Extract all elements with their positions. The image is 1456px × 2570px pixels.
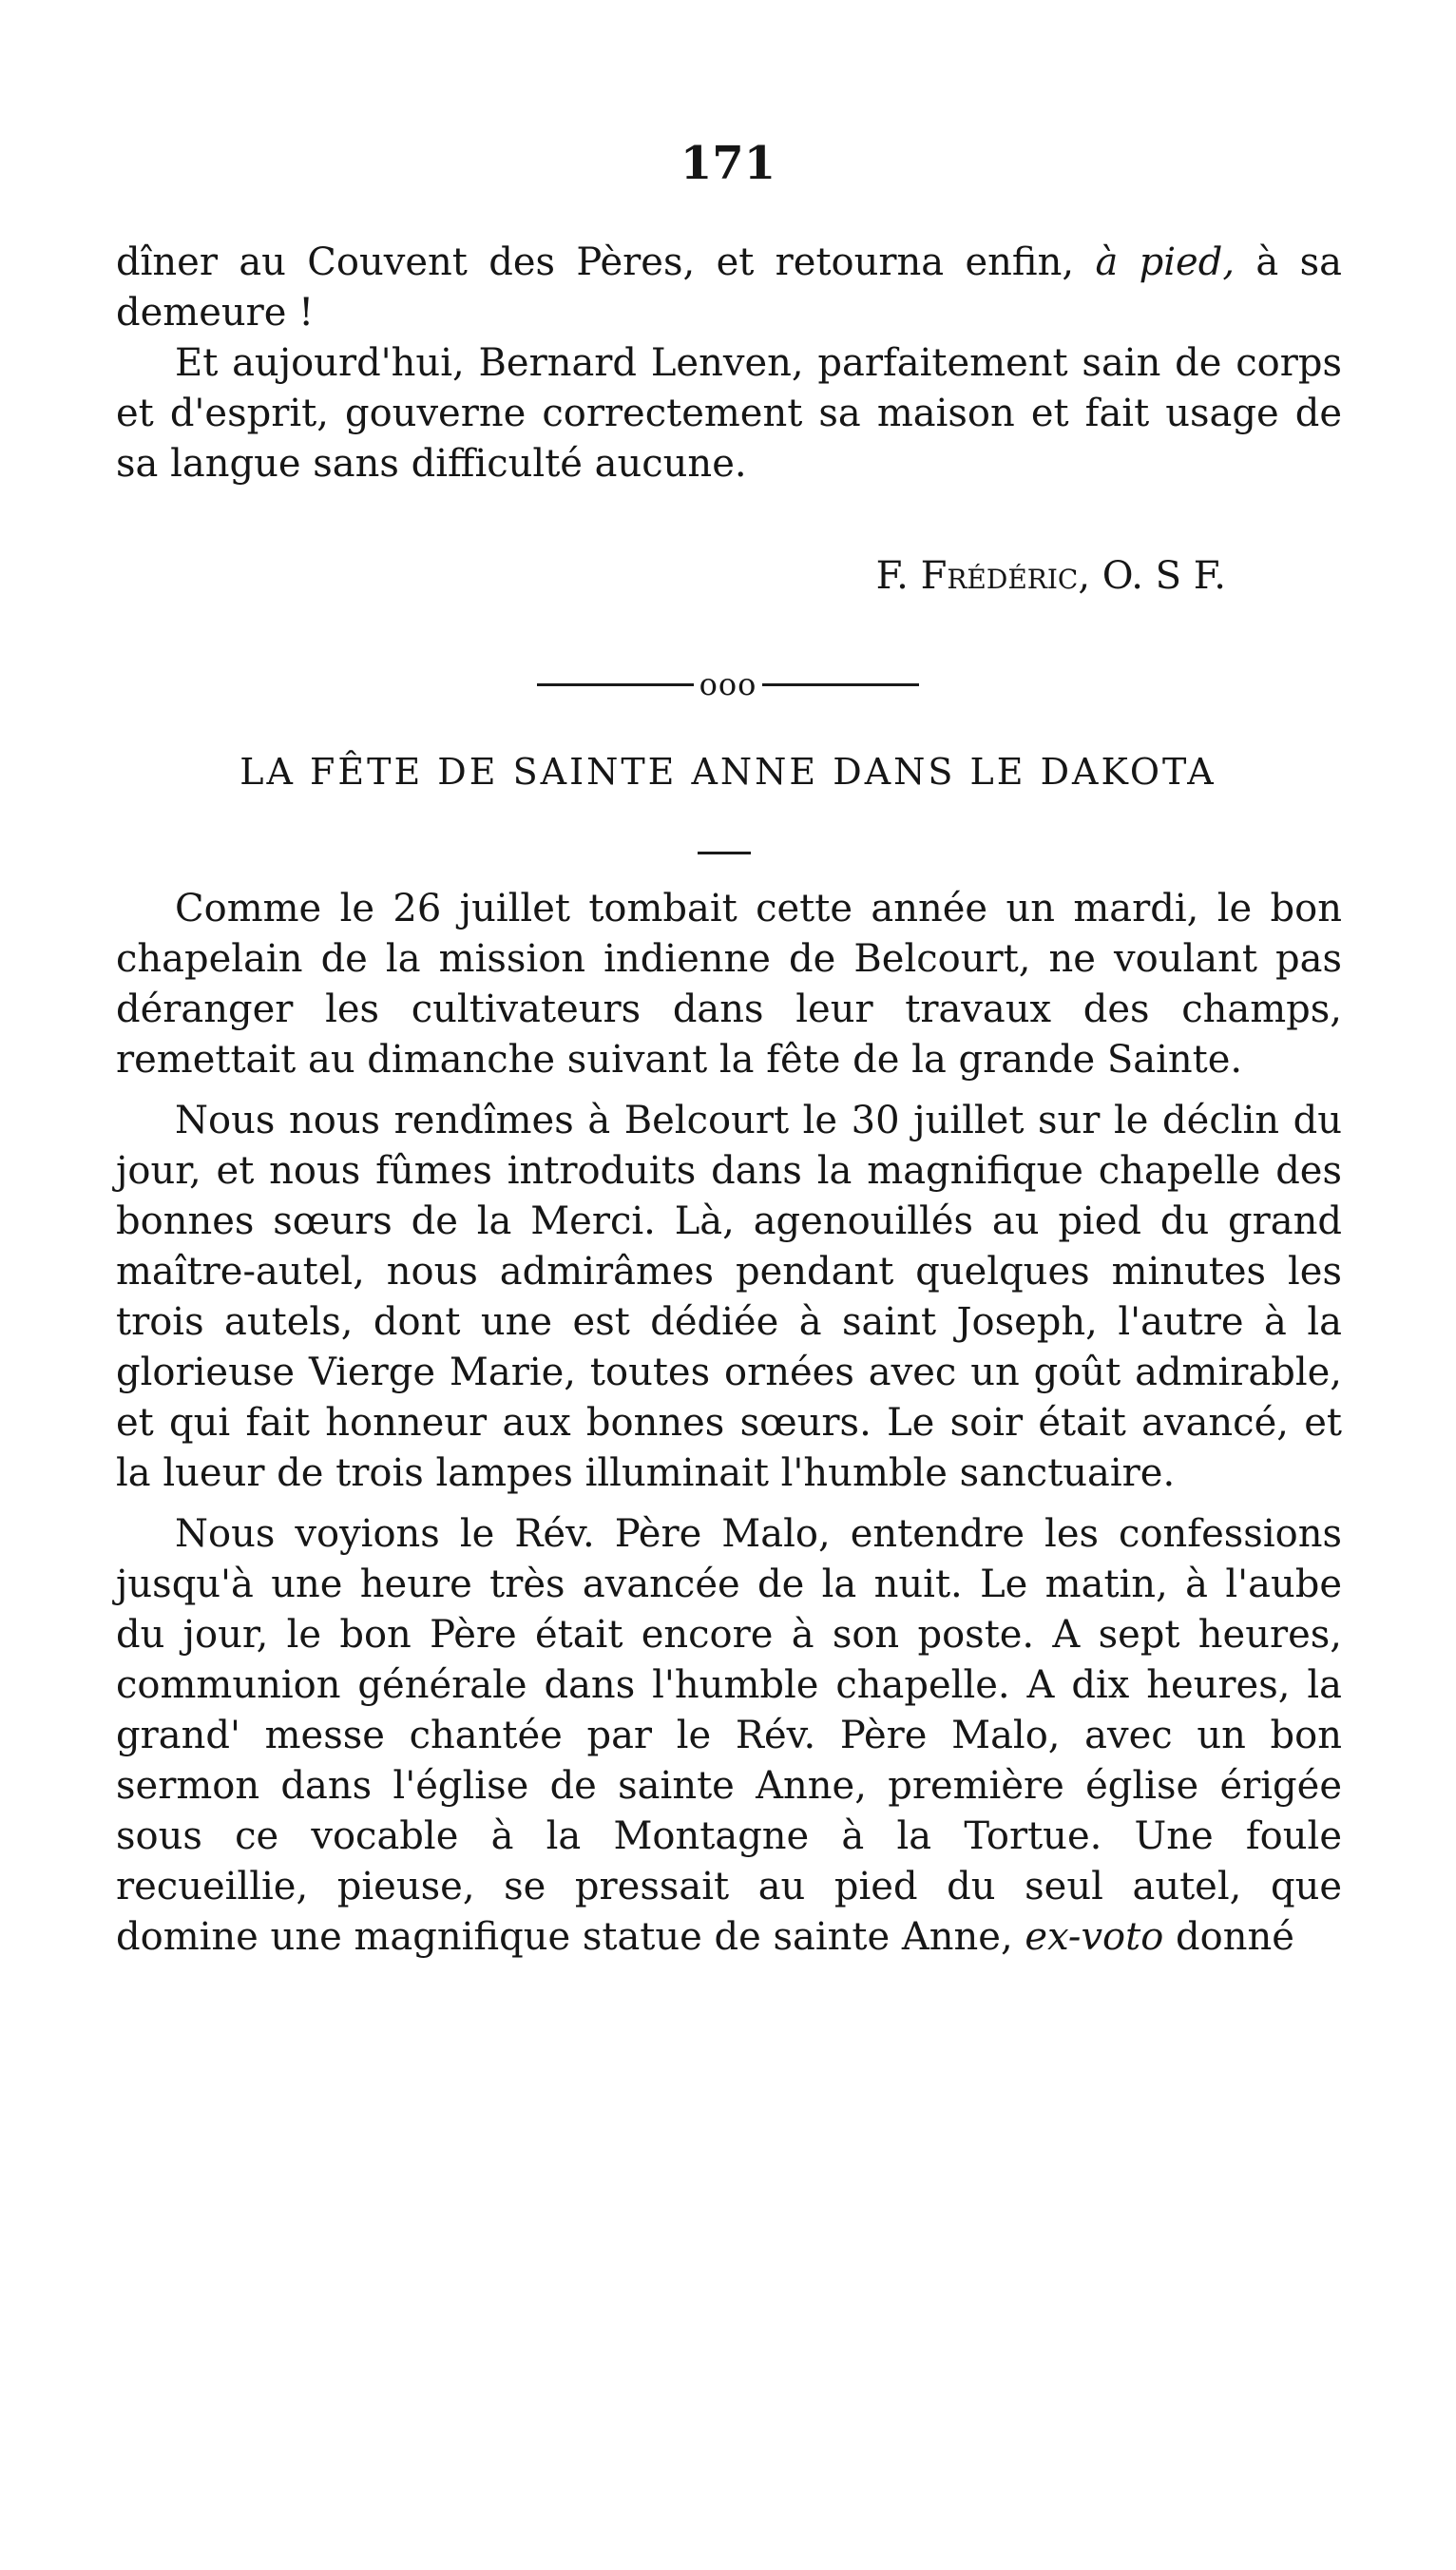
article-paragraph-1: Comme le 26 juillet tombait cette année un mardi, le bon chapelain de la mission indienne de Belcourt, ne voulant pas déranger les cultivateurs dans leur travaux des champs, remettait au dimanche suivant la fête de la grande Sainte. bbox=[116, 887, 1342, 1082]
article-paragraph-3-text: Nous voyions le Rév. Père Malo, entendre les confessions jusqu'à une heure très avancée de la nuit. Le matin, à l'aube du jour, le bon Père était encore à son poste. A sept heures, communion générale dans l'humble chapelle. A dix heures, la grand' messe chantée par le Rév. Père Malo, avec un bon sermon dans l'église de sainte Anne, première église érigée sous ce vocable à la Montagne à la Tortue. Une foule recueillie, pieuse, se pressait au pied du seul autel, que domine une magnifique statue de sainte Anne, bbox=[116, 1512, 1342, 1959]
intro-text bbox=[116, 238, 1342, 489]
intro-paragraph-1-end: à sa demeure ! bbox=[116, 240, 1342, 335]
separator-ornament: ooo bbox=[699, 666, 757, 702]
article-paragraph-3-italic: ex-voto bbox=[1025, 1915, 1164, 1959]
article-paragraph-3 bbox=[116, 1509, 1342, 1963]
author-signature bbox=[116, 551, 1226, 602]
intro-paragraph-2: Et aujourd'hui, Bernard Lenven, parfaitement sain de corps et d'esprit, gouverne correctement sa maison et fait usage de sa langue sans difficulté aucune. bbox=[116, 341, 1342, 486]
separator-rule-left bbox=[537, 683, 694, 686]
signature-order: , O. S F. bbox=[1078, 554, 1226, 598]
signature-name: Frédéric bbox=[920, 554, 1079, 598]
article-paragraph-3-end: donné bbox=[1163, 1915, 1294, 1959]
intro-paragraph-1-text: dîner au Couvent des Pères, et retourna enfin, bbox=[116, 240, 1096, 284]
title-dash bbox=[698, 852, 751, 854]
section-separator bbox=[0, 661, 1456, 708]
page-number: 171 bbox=[680, 137, 776, 190]
separator-rule-right bbox=[762, 683, 919, 686]
signature-initial: F. bbox=[875, 554, 921, 598]
intro-paragraph-1-italic: à pied, bbox=[1095, 240, 1236, 284]
article-paragraph-2: Nous nous rendîmes à Belcourt le 30 juillet sur le déclin du jour, et nous fûmes introduits dans la magnifique chapelle des bonnes sœurs de la Merci. Là, agenouillés au pied du grand maître-autel, nous admirâmes pendant quelques minutes les trois autels, dont une est dédiée à saint Joseph, l'autre à la glorieuse Vierge Marie, toutes ornées avec un goût admirable, et qui fait honneur aux bonnes sœurs. Le soir était avancé, et la lueur de trois lampes illuminait l'humble sanctuaire. bbox=[116, 1099, 1342, 1495]
article-title: LA FÊTE DE SAINTE ANNE DANS LE DAKOTA bbox=[239, 751, 1217, 793]
intro-paragraph-1 bbox=[116, 238, 1342, 338]
article-body bbox=[116, 884, 1342, 1973]
